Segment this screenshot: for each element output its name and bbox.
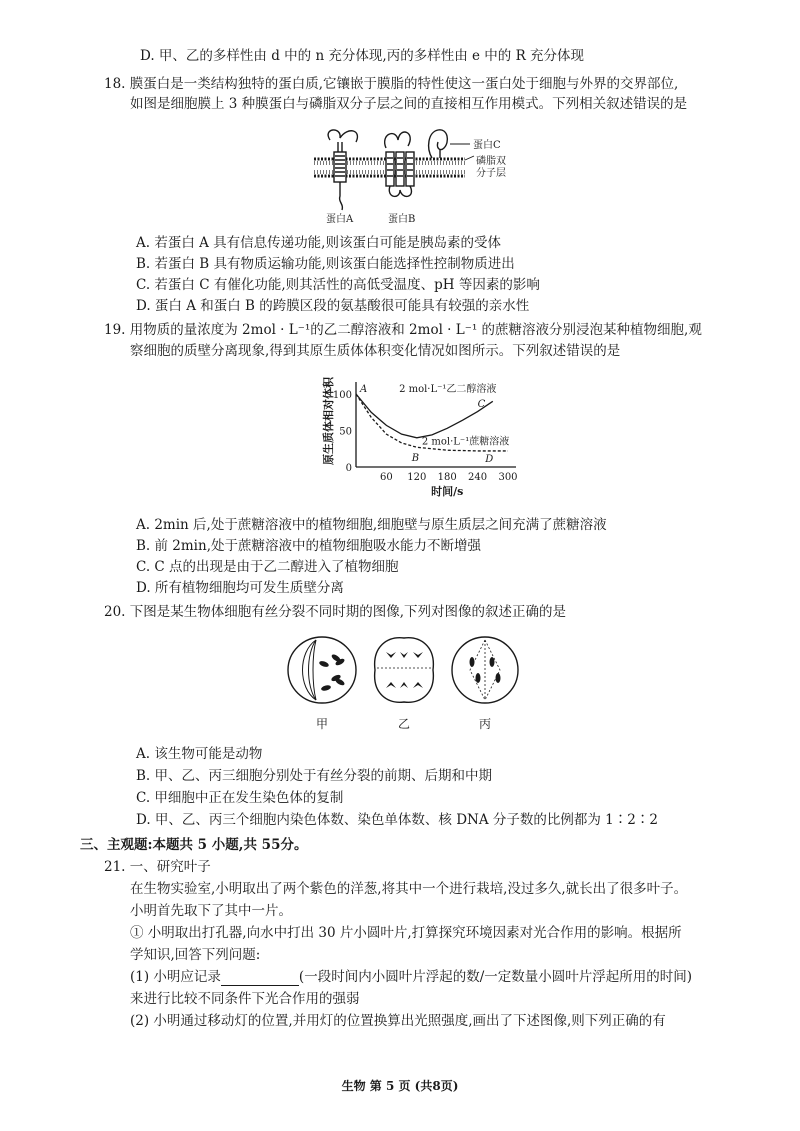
q17-option-d: D. 甲、乙的多样性由 d 中的 n 充分体现,丙的多样性由 e 中的 R 充分体现	[140, 48, 585, 64]
fig-label-protein-b: 蛋白B	[388, 214, 416, 225]
q18-option-a: A. 若蛋白 A 具有信息传递功能,则该蛋白可能是胰岛素的受体	[136, 235, 501, 251]
q21-head: 21. 一、研究叶子	[104, 859, 211, 875]
cell-jia	[288, 637, 356, 703]
q20-mitosis-figure	[280, 632, 530, 742]
x-tick-label: 180	[437, 472, 457, 483]
protein-b-shape	[385, 132, 414, 196]
q20-option-c: C. 甲细胞中正在发生染色体的复制	[136, 790, 344, 806]
q19-option-a: A. 2min 后,处于蔗糖溶液中的植物细胞,细胞壁与原生质层之间充满了蔗糖溶液	[136, 517, 607, 533]
q21-paragraph-2: 小明首先取下了其中一片。	[130, 903, 292, 919]
page-footer: 生物 第 5 页 (共8页)	[341, 1079, 459, 1093]
fig-label-bilayer-line2: 分子层	[476, 168, 506, 179]
q19-stem-line2: 察细胞的质壁分离现象,得到其原生质体体积变化情况如图所示。下列叙述错误的是	[130, 343, 621, 359]
q21-paragraph-3b: 学知识,回答下列问题:	[130, 947, 261, 963]
fig-label-protein-c: 蛋白C	[473, 140, 501, 151]
q18-stem-line1: 18. 膜蛋白是一类结构独特的蛋白质,它镶嵌于膜脂的特性使这一蛋白处于细胞与外界的交界部位,	[104, 76, 679, 92]
q21-paragraph-1: 在生物实验室,小明取出了两个紫色的洋葱,将其中一个进行栽培,没过多久,就长出了很多叶子。	[130, 881, 688, 897]
q20-option-b: B. 甲、乙、丙三细胞分别处于有丝分裂的前期、后期和中期	[136, 768, 493, 784]
protein-c-shape	[429, 130, 474, 160]
q18-stem-line2: 如图是细胞膜上 3 种膜蛋白与磷脂双分子层之间的直接相互作用模式。下列相关叙述错误的是	[130, 96, 688, 112]
cell-label-yi: 乙	[398, 717, 411, 731]
q19-option-c: C. C 点的出现是由于乙二醇进入了植物细胞	[136, 559, 399, 575]
q21-sub1	[130, 968, 692, 986]
q19-option-b: B. 前 2min,处于蔗糖溶液中的植物细胞吸水能力不断增强	[136, 538, 481, 554]
x-tick-label: 300	[498, 472, 518, 483]
q19-volume-chart	[310, 364, 518, 504]
x-tick-label: 240	[468, 472, 488, 483]
x-axis-title: 时间/s	[431, 485, 464, 498]
q19-stem-line1: 19. 用物质的量浓度为 2mol · L⁻¹的乙二醇溶液和 2mol · L⁻¹ 的蔗糖溶液分别浸泡某种植物细胞,观	[104, 322, 702, 338]
protein-a-shape	[328, 130, 357, 210]
x-tick-label: 120	[407, 472, 427, 483]
legend-sucrose: 2 mol·L⁻¹蔗糖溶液	[421, 436, 510, 448]
fig-label-bilayer-line1: 磷脂双	[476, 156, 506, 167]
y-tick-label: 50	[339, 426, 352, 438]
q21-sub1-lead: (1) 小明应记录	[130, 969, 221, 985]
y-tick-label: 100	[332, 390, 352, 401]
point-a-label: A	[360, 384, 368, 395]
q21-sub2: (2) 小明通过移动灯的位置,并用灯的位置换算出光照强度,画出了下述图像,则下列正确的有	[130, 1013, 666, 1029]
answer-blank[interactable]	[221, 971, 299, 986]
cell-yi	[375, 638, 434, 702]
cell-label-jia: 甲	[316, 717, 329, 731]
y-tick-label: 0	[345, 463, 352, 474]
q18-option-d: D. 蛋白 A 和蛋白 B 的跨膜区段的氨基酸很可能具有较强的亲水性	[136, 298, 530, 314]
legend-ethylene-glycol: 2 mol·L⁻¹乙二醇溶液	[399, 384, 497, 395]
cell-bing	[452, 637, 518, 703]
q20-option-a: A. 该生物可能是动物	[136, 746, 263, 762]
series-line-ethylene-glycol	[356, 394, 493, 438]
x-tick-label: 60	[380, 472, 393, 483]
q18-option-c: C. 若蛋白 C 有催化功能,则其活性的高低受温度、pH 等因素的影响	[136, 277, 540, 293]
q21-sub1-options: (一段时间内小圆叶片浮起的数/一定数量小圆叶片浮起所用的时间)	[298, 969, 693, 985]
q21-paragraph-3a: ① 小明取出打孔器,向水中打出 30 片小圆叶片,打算探究环境因素对光合作用的影响。根据所	[130, 925, 682, 941]
section-3-title: 三、主观题:本题共 5 小题,共 55分。	[80, 837, 308, 853]
point-d-label: D	[485, 453, 494, 465]
fig-label-protein-a: 蛋白A	[326, 214, 354, 225]
q18-option-b: B. 若蛋白 B 具有物质运输功能,则该蛋白能选择性控制物质进出	[136, 256, 515, 272]
cell-label-bing: 丙	[479, 717, 492, 731]
y-axis-title: 原生质体相对体积	[322, 377, 335, 465]
point-b-label: B	[411, 453, 420, 465]
q20-stem: 20. 下图是某生物体细胞有丝分裂不同时期的图像,下列对图像的叙述正确的是	[104, 604, 567, 620]
q18-membrane-figure	[300, 118, 530, 228]
q20-option-d: D. 甲、乙、丙三个细胞内染色体数、染色单体数、核 DNA 分子数的比例都为 1∶2∶2	[136, 812, 658, 828]
point-c-label: C	[477, 399, 486, 411]
q21-sub1-tail: 来进行比较不同条件下光合作用的强弱	[130, 991, 360, 1007]
q19-option-d: D. 所有植物细胞均可发生质壁分离	[136, 580, 344, 596]
